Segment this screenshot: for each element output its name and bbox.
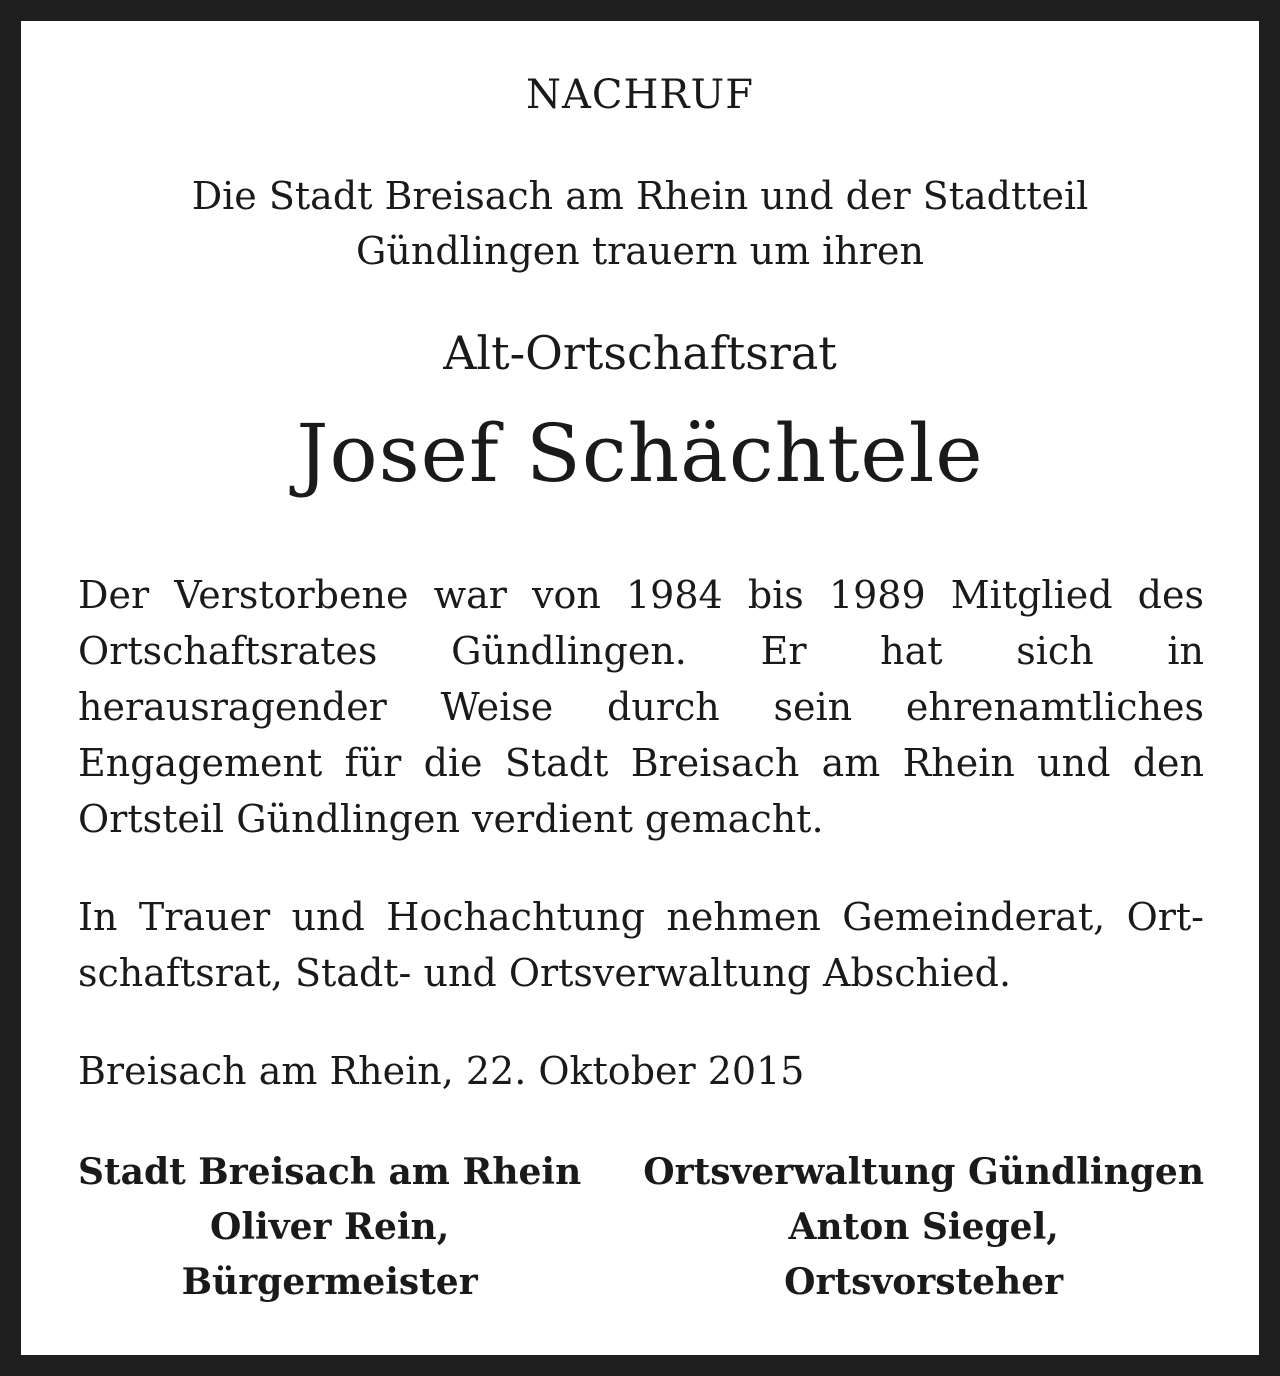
intro-line-2: Gündlingen trauern um ihren xyxy=(356,229,924,273)
intro-line-1: Die Stadt Breisach am Rhein und der Stadtteil xyxy=(191,174,1089,218)
signature-title: Ortsvorsteher xyxy=(784,1261,1064,1303)
place-and-date: Breisach am Rhein, 22. Oktober 2015 xyxy=(78,1049,805,1093)
signature-district-office xyxy=(643,1145,1204,1310)
signature-person: Anton Siegel, xyxy=(788,1206,1059,1248)
signature-city xyxy=(78,1145,581,1310)
deceased-name: Josef Schächtele xyxy=(296,407,984,500)
intro-text xyxy=(21,169,1259,279)
signature-person: Oliver Rein, xyxy=(210,1206,450,1248)
farewell-paragraph: In Trauer und Hochachtung nehmen Gemeinderat, Ortschaftsrat, Stadt- und Ortsverwaltung Abschied. xyxy=(78,895,1204,995)
notice-heading: NACHRUF xyxy=(526,72,754,118)
obituary-notice xyxy=(21,21,1259,1355)
tribute-paragraph: Der Verstorbene war von 1984 bis 1989 Mitglied des Ortschaftsrates Gündlingen. Er hat sich in herausragender Weise durch sein ehrenamtliches Engagement für die Stadt Breisach am Rhein und den Ortsteil Gündlingen verdient gemacht. xyxy=(78,573,1204,841)
signature-organization: Ortsverwaltung Gündlingen xyxy=(643,1151,1204,1193)
deceased-role: Alt-Ortschaftsrat xyxy=(443,326,837,380)
signatures xyxy=(78,1145,1204,1310)
signature-title: Bürgermeister xyxy=(181,1261,478,1303)
signature-organization: Stadt Breisach am Rhein xyxy=(78,1151,582,1193)
